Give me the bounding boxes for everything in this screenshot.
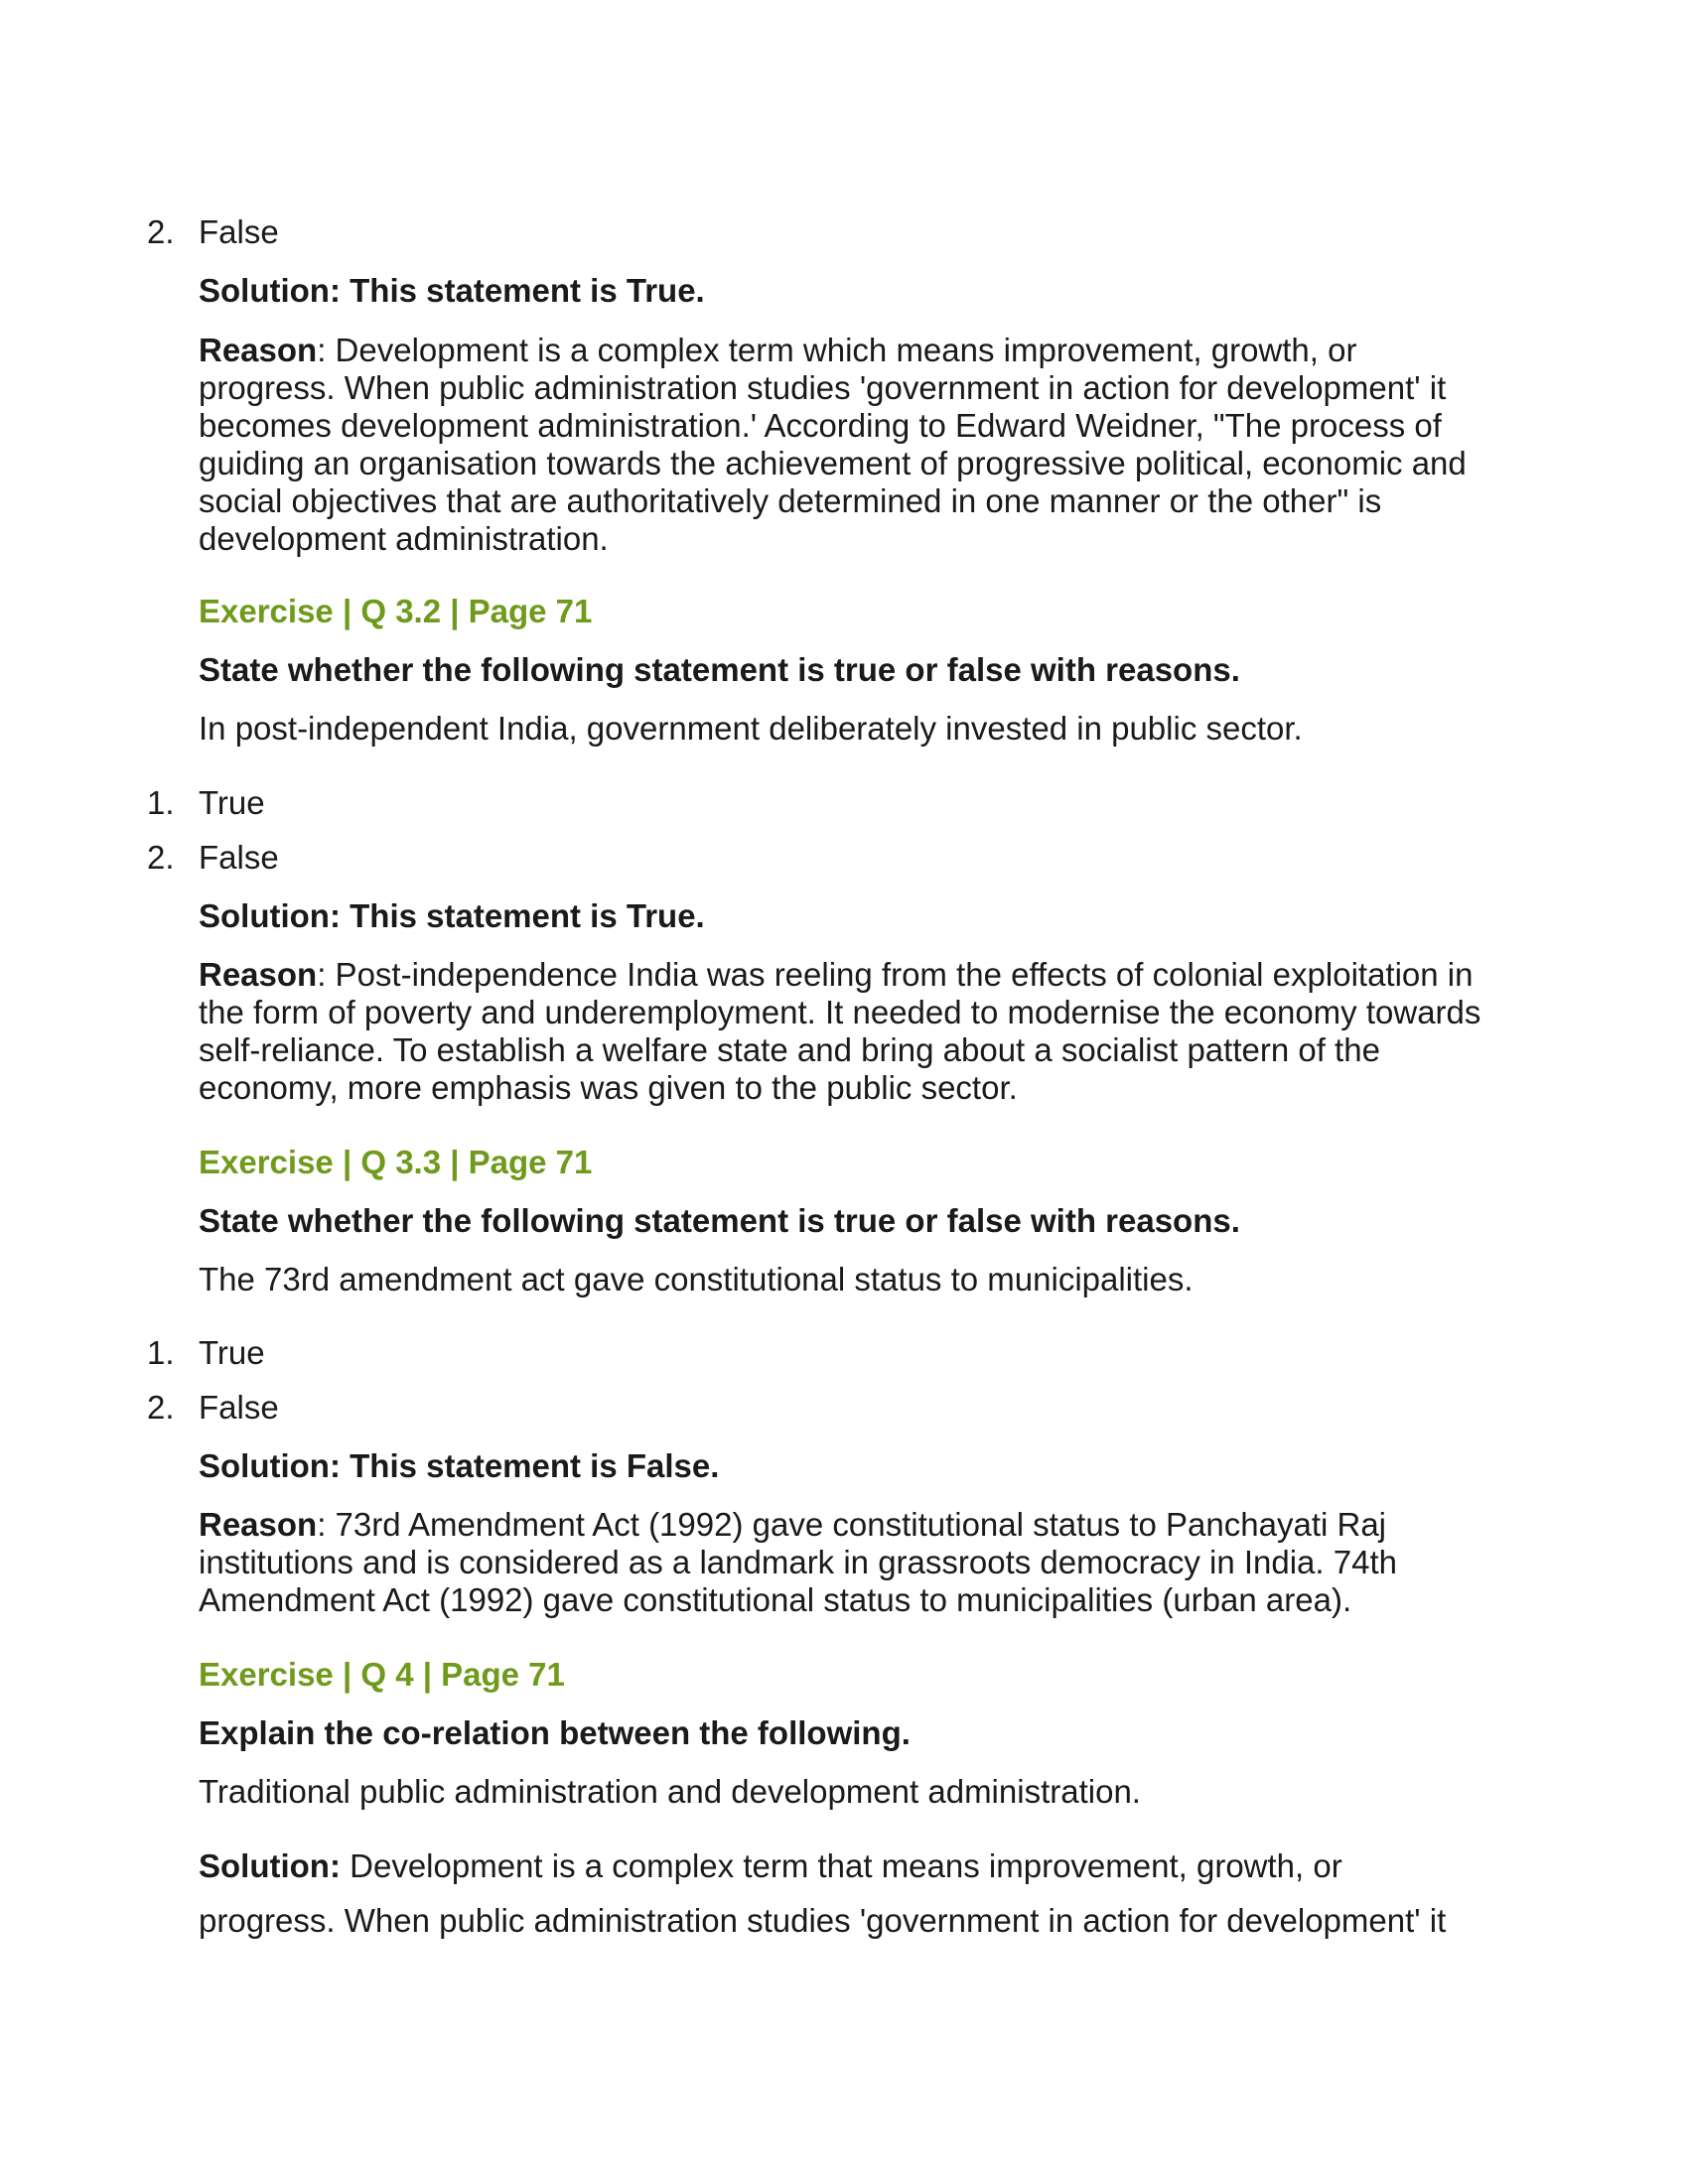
option-true: True bbox=[199, 784, 265, 821]
solution-text: Solution: This statement is True. bbox=[199, 272, 705, 309]
exercise-heading: Exercise | Q 3.3 | Page 71 bbox=[199, 1144, 593, 1180]
exercise-heading: Exercise | Q 4 | Page 71 bbox=[199, 1656, 565, 1693]
solution-label: Solution: bbox=[199, 1847, 341, 1884]
reason-text: : Post-independence India was reeling from the effects of colonial exploitation in the form of poverty and underemployment. It needed to modernise the economy towards self-reliance. To establish a welfare state and bring about a socialist pattern of the economy, more emphasis was given to the public sector. bbox=[199, 956, 1481, 1106]
option-number: 2. bbox=[147, 839, 175, 876]
option-false: False bbox=[199, 213, 279, 250]
question-instruction: Explain the co-relation between the following. bbox=[199, 1714, 911, 1751]
question-instruction: State whether the following statement is true or false with reasons. bbox=[199, 1202, 1240, 1239]
reason-paragraph bbox=[199, 332, 1499, 558]
question-statement: In post-independent India, government deliberately invested in public sector. bbox=[199, 710, 1303, 747]
solution-text: Solution: This statement is False. bbox=[199, 1447, 720, 1484]
solution-paragraph bbox=[199, 1847, 1499, 1885]
reason-label: Reason bbox=[199, 956, 318, 993]
reason-label: Reason bbox=[199, 1506, 318, 1543]
option-number: 2. bbox=[147, 1389, 175, 1426]
solution-text: Solution: This statement is True. bbox=[199, 897, 705, 934]
reason-label: Reason bbox=[199, 332, 318, 368]
option-number: 2. bbox=[147, 213, 175, 250]
option-true: True bbox=[199, 1334, 265, 1371]
solution-text: Development is a complex term that means improvement, growth, or bbox=[340, 1847, 1342, 1884]
option-number: 1. bbox=[147, 1334, 175, 1371]
reason-text: : Development is a complex term which means improvement, growth, or progress. When public administration studies 'government in action for development' it becomes development administration.' According to Edward Weidner, "The process of guiding an organisation towards the achievement of progressive political, economic and social objectives that are authoritatively determined in one manner or the other" is development administration. bbox=[199, 332, 1467, 557]
option-number: 1. bbox=[147, 784, 175, 821]
question-statement: The 73rd amendment act gave constitutional status to municipalities. bbox=[199, 1261, 1194, 1297]
question-instruction: State whether the following statement is true or false with reasons. bbox=[199, 651, 1240, 688]
question-statement: Traditional public administration and development administration. bbox=[199, 1773, 1141, 1810]
reason-paragraph bbox=[199, 1506, 1499, 1619]
reason-paragraph bbox=[199, 956, 1499, 1107]
reason-text: : 73rd Amendment Act (1992) gave constitutional status to Panchayati Raj institutions and is considered as a landmark in grassroots democracy in India. 74th Amendment Act (1992) gave constitutional status to municipalities (urban area). bbox=[199, 1506, 1397, 1618]
option-false: False bbox=[199, 839, 279, 876]
solution-continuation: progress. When public administration studies 'government in action for development' it bbox=[199, 1902, 1447, 1939]
option-false: False bbox=[199, 1389, 279, 1426]
exercise-heading: Exercise | Q 3.2 | Page 71 bbox=[199, 593, 593, 629]
